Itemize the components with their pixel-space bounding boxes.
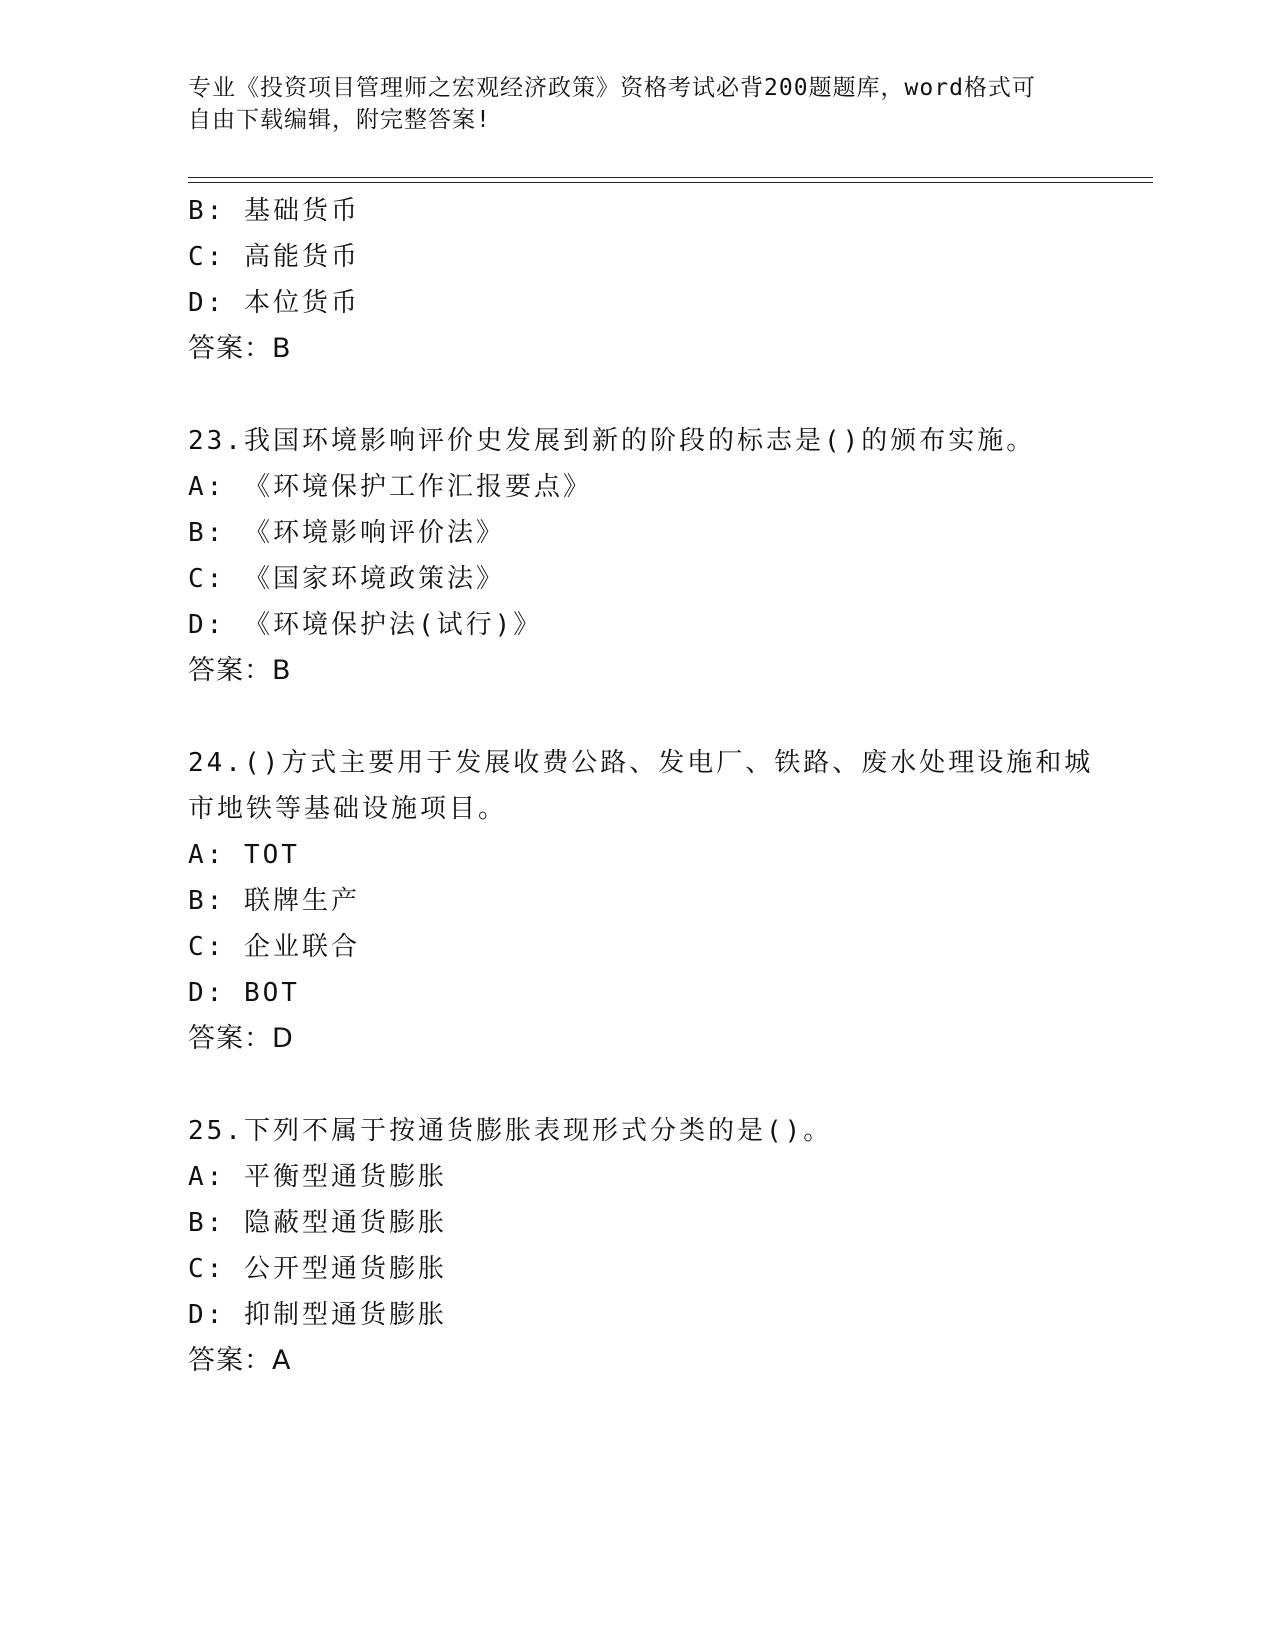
answer: 答案：D bbox=[188, 1023, 294, 1054]
answer: 答案：A bbox=[188, 1345, 292, 1376]
option-a: A: 平衡型通货膨胀 bbox=[188, 1162, 447, 1192]
option-d: D: 《环境保护法(试行)》 bbox=[188, 610, 543, 640]
question-text-line-1: 24.()方式主要用于发展收费公路、发电厂、铁路、废水处理设施和城 bbox=[188, 748, 1094, 778]
option-c: C: 企业联合 bbox=[188, 932, 360, 962]
question-24 bbox=[188, 740, 1094, 1062]
option-c: C: 高能货币 bbox=[188, 242, 360, 272]
option-d: D: 本位货币 bbox=[188, 288, 360, 318]
option-b: B: 联牌生产 bbox=[188, 886, 360, 916]
header-rule-top bbox=[188, 177, 1153, 178]
question-text: 23.我国环境影响评价史发展到新的阶段的标志是()的颁布实施。 bbox=[188, 426, 1036, 456]
spacer bbox=[188, 372, 1088, 418]
question-25 bbox=[188, 1108, 1088, 1384]
option-c: C: 《国家环境政策法》 bbox=[188, 564, 505, 594]
header-line-1: 专业《投资项目管理师之宏观经济政策》资格考试必背200题题库，word格式可 bbox=[188, 75, 1036, 101]
option-b: B: 隐蔽型通货膨胀 bbox=[188, 1208, 447, 1238]
answer: 答案：B bbox=[188, 655, 292, 686]
spacer bbox=[188, 694, 1088, 740]
option-b: B: 基础货币 bbox=[188, 196, 360, 226]
option-d: D: BOT bbox=[188, 978, 300, 1008]
question-text-line-2: 市地铁等基础设施项目。 bbox=[188, 794, 508, 824]
question-list bbox=[188, 188, 1094, 1384]
option-c: C: 公开型通货膨胀 bbox=[188, 1254, 447, 1284]
header-rule-bottom bbox=[188, 182, 1153, 183]
document-header bbox=[188, 72, 1088, 136]
answer: 答案：B bbox=[188, 333, 292, 364]
question-23 bbox=[188, 418, 1088, 694]
spacer bbox=[188, 1062, 1088, 1108]
question-22-continued bbox=[188, 188, 1088, 372]
question-text: 25.下列不属于按通货膨胀表现形式分类的是()。 bbox=[188, 1116, 833, 1146]
option-a: A: 《环境保护工作汇报要点》 bbox=[188, 472, 592, 502]
header-line-2: 自由下载编辑，附完整答案! bbox=[188, 107, 491, 133]
option-d: D: 抑制型通货膨胀 bbox=[188, 1300, 447, 1330]
option-a: A: TOT bbox=[188, 840, 300, 870]
option-b: B: 《环境影响评价法》 bbox=[188, 518, 505, 548]
